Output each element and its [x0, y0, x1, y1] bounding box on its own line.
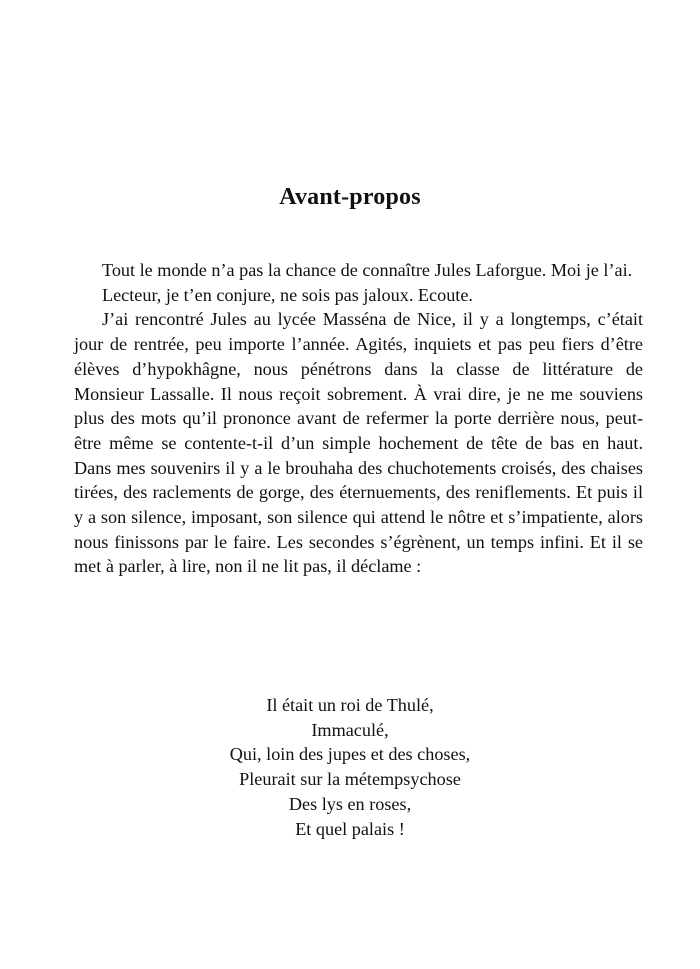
- page-title: Avant-propos: [279, 184, 421, 210]
- poem-quote: [0, 693, 700, 841]
- paragraph: J’ai rencontré Jules au lycée Masséna de Nice, il y a longtemps, c’était jour de rentrée, peu importe l’année. Agités, inquiets et pas peu fiers d’être élèves d’hypokhâgne, nous pénétrons dans la classe de littérature de Monsieur Lassalle. Il nous reçoit sobrement. À vrai dire, je ne me souviens plus des mots qu’il prononce avant de refermer la porte derrière nous, peut-être même se contente-t-il d’un simple hochement de tête de bas en haut. Dans mes souvenirs il y a le brouhaha des chuchotements croisés, des chaises tirées, des raclements de gorge, des éternuements, des reniflements. Et puis il y a son silence, imposant, son silence qui attend le nôtre et s’impatiente, alors nous finissons par le faire. Les secondes s’égrènent, un temps infini. Et il se met à parler, à lire, non il ne lit pas, il déclame :: [74, 309, 643, 577]
- poem-line: Immaculé,: [311, 719, 389, 740]
- poem-line: Des lys en roses,: [288, 793, 412, 814]
- poem-line: Il était un roi de Thulé,: [266, 695, 434, 715]
- paragraph: Lecteur, je t’en conjure, ne sois pas jaloux. Ecoute.: [102, 284, 473, 305]
- poem-line: Pleurait sur la métempsychose: [239, 769, 461, 790]
- poem-line: Qui, loin des jupes et des choses,: [229, 744, 471, 765]
- poem-line: Et quel palais !: [295, 818, 405, 839]
- foreword-text: [74, 258, 643, 579]
- paragraph: Tout le monde n’a pas la chance de connaître Jules Laforgue. Moi je l’ai.: [102, 260, 633, 280]
